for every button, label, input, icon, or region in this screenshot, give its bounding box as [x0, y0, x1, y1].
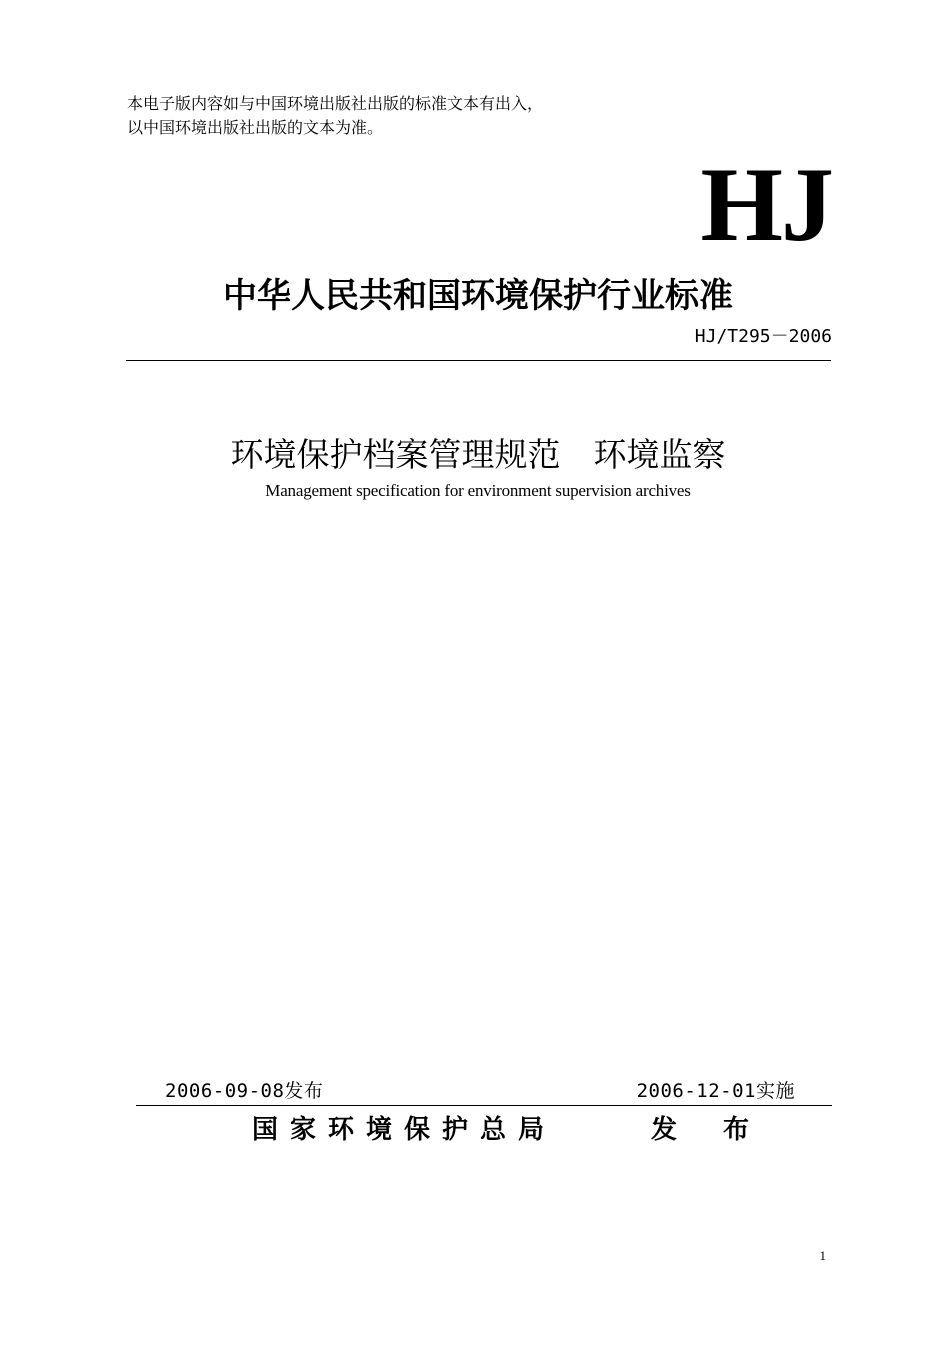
- disclaimer: [127, 92, 543, 140]
- implementation-date: 2006-12-01实施: [636, 1080, 795, 1102]
- page-number: 1: [819, 1248, 826, 1263]
- disclaimer-line-2: 以中国环境出版社出版的文本为准。: [127, 118, 384, 137]
- standard-code: HJ/T295－2006: [694, 326, 832, 347]
- hj-logo: HJ: [700, 146, 832, 263]
- bottom-divider: [136, 1105, 832, 1106]
- issue-date: 2006-09-08发布: [165, 1080, 324, 1102]
- disclaimer-line-1: 本电子版内容如与中国环境出版社出版的标准文本有出入，: [127, 94, 544, 113]
- issuer-name: 国家环境保护总局: [252, 1115, 557, 1145]
- issuer-action: 发布: [651, 1115, 796, 1145]
- standard-title: 中华人民共和国环境保护行业标准: [223, 276, 733, 316]
- document-title: 环境保护档案管理规范 环境监察: [230, 435, 726, 474]
- document-subtitle: Management specification for environment supervision archives: [265, 481, 691, 500]
- top-divider: [126, 360, 831, 361]
